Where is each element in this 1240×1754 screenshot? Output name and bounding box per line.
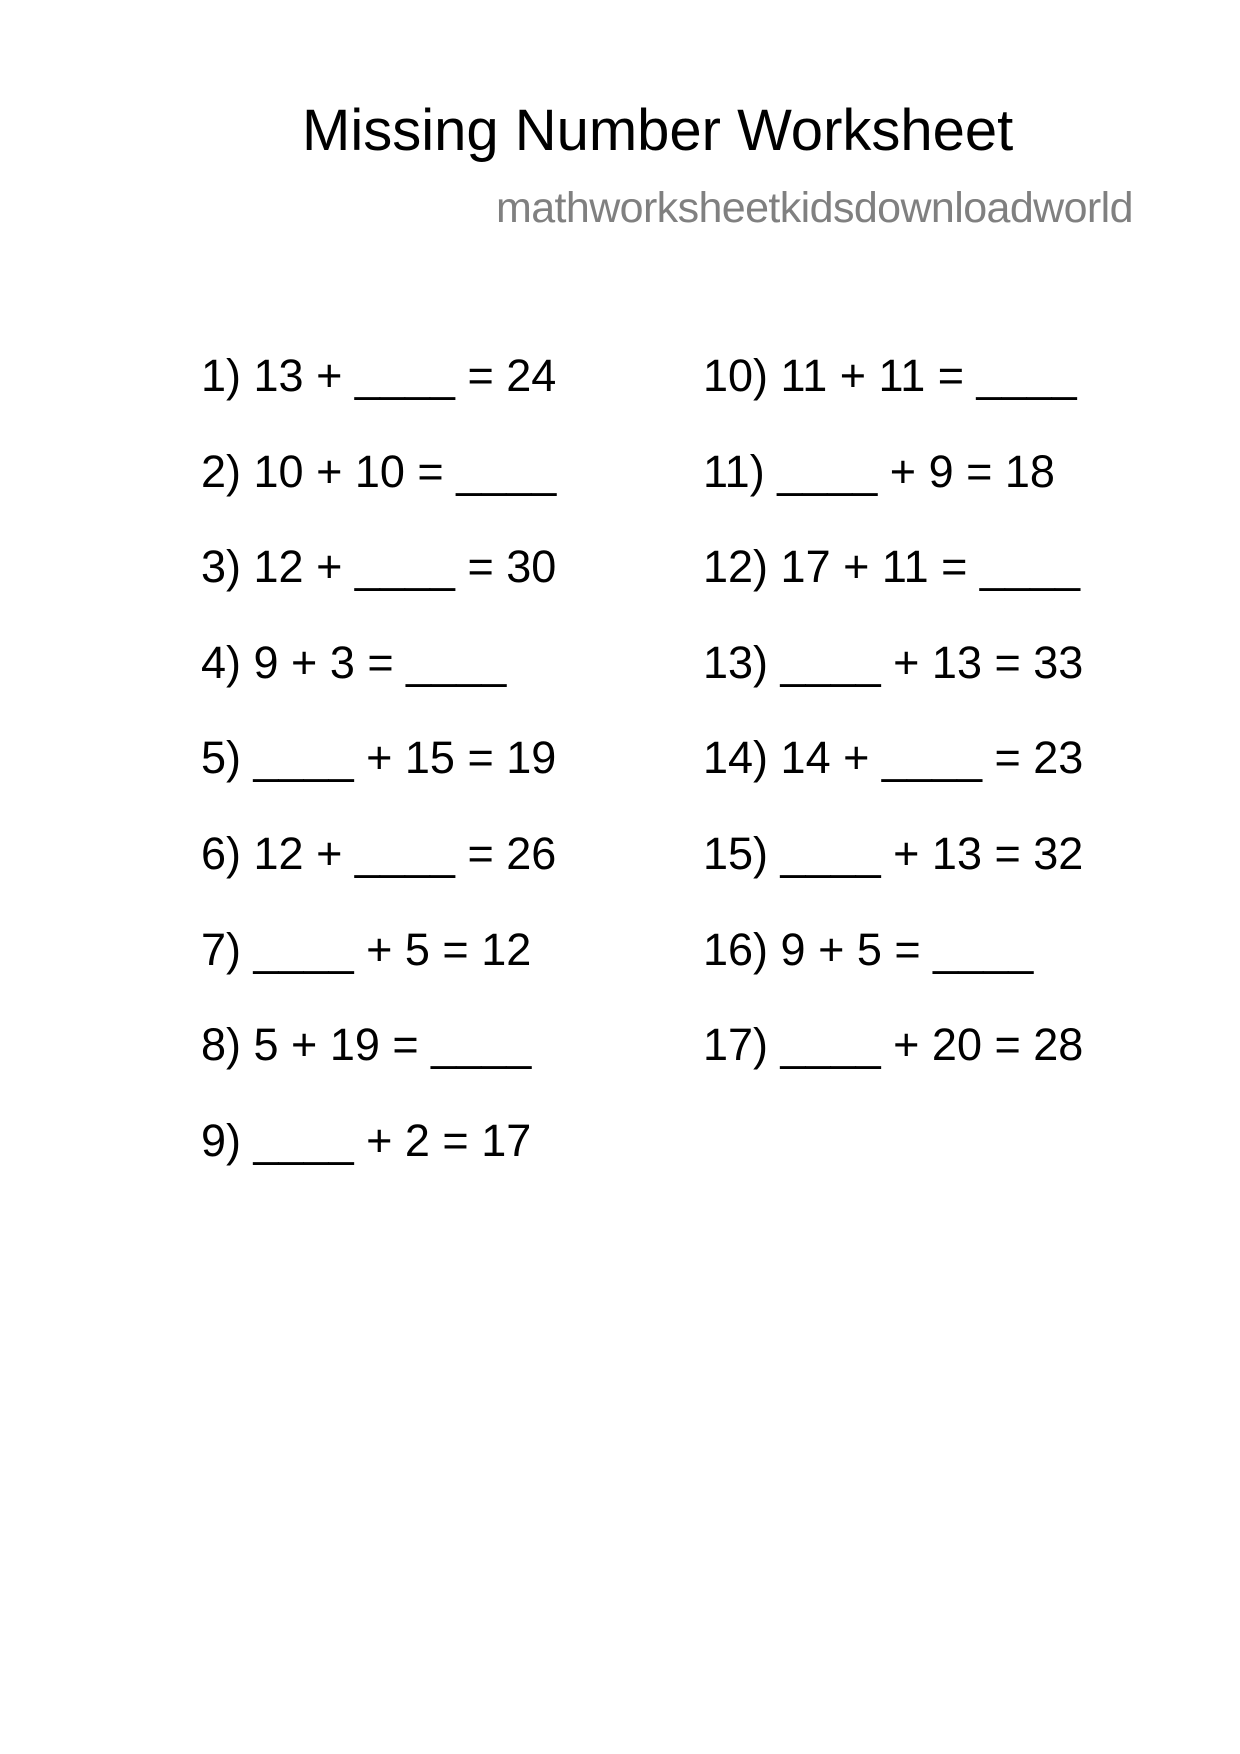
- problem-16: 16) 9 + 5 = ____: [703, 923, 1034, 975]
- page-subtitle: mathworksheetkidsdownloadworld: [496, 184, 1133, 232]
- problem-11: 11) ____ + 9 = 18: [703, 445, 1055, 497]
- problem-1: 1) 13 + ____ = 24: [201, 350, 557, 401]
- page-title: Missing Number Worksheet: [302, 98, 1014, 163]
- problem-17: 17) ____ + 20 = 28: [703, 1019, 1084, 1071]
- problems-left-column: [201, 348, 556, 1208]
- problem-10: 10) 11 + 11 = ____: [703, 350, 1077, 401]
- problem-6: 6) 12 + ____ = 26: [201, 827, 557, 879]
- problem-8: 8) 5 + 19 = ____: [201, 1019, 532, 1071]
- problem-9: 9) ____ + 2 = 17: [201, 1114, 532, 1166]
- problem-13: 13) ____ + 13 = 33: [703, 636, 1084, 688]
- problem-5: 5) ____ + 15 = 19: [201, 732, 557, 784]
- problems-right-column: [703, 348, 1083, 1113]
- problem-4: 4) 9 + 3 = ____: [201, 636, 507, 688]
- problem-2: 2) 10 + 10 = ____: [201, 445, 557, 497]
- problem-3: 3) 12 + ____ = 30: [201, 541, 557, 593]
- problem-7: 7) ____ + 5 = 12: [201, 923, 532, 975]
- problem-12: 12) 17 + 11 = ____: [703, 541, 1080, 593]
- problem-15: 15) ____ + 13 = 32: [703, 827, 1084, 879]
- problem-14: 14) 14 + ____ = 23: [703, 732, 1084, 784]
